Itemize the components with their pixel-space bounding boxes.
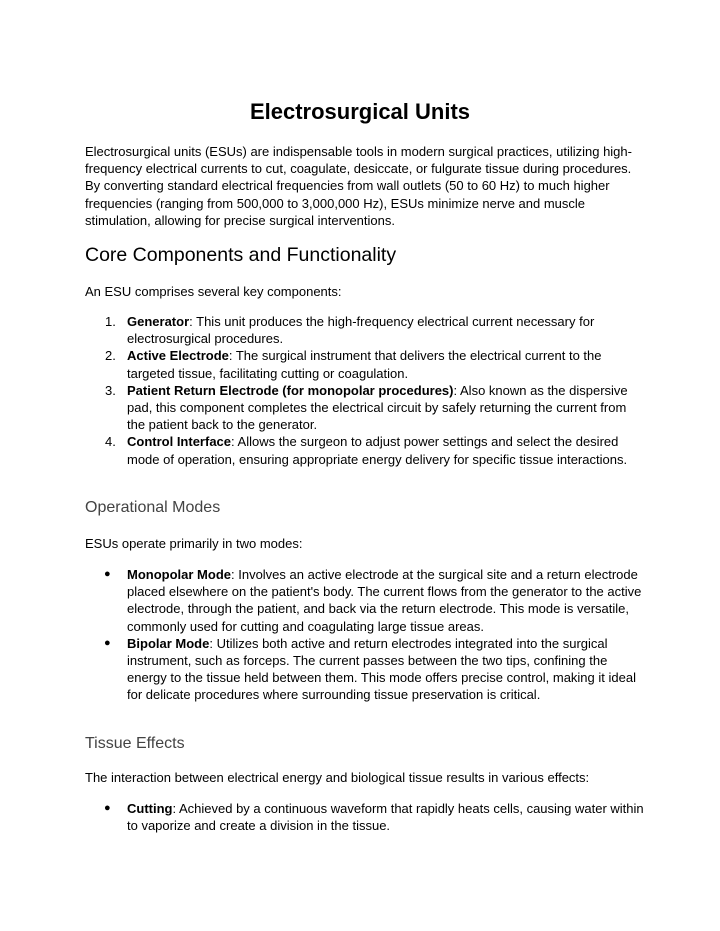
list-number: 3. [105,382,116,398]
list-text: : The surgical instrument that delivers the electrical current to the targeted tissue, facilitating cutting or coagulation. [127,348,602,381]
modes-lead: ESUs operate primarily in two modes: [85,536,303,551]
list-text: : Achieved by a continuous waveform that rapidly heats cells, causing water within to vaporize and create a division in the tissue. [127,801,644,834]
list-text: : Involves an active electrode at the surgical site and a return electrode placed elsewhere on the patient's body. The current flows from the generator to the active electrode, through the patient, and back via the return electrode. This mode is versatile, commonly used for cutting and coagulating large tissue areas. [127,567,642,634]
list-item [85,433,645,467]
core-heading: Core Components and Functionality [85,244,397,266]
list-item [85,382,645,434]
bullet-icon: ● [104,568,111,580]
list-term: Patient Return Electrode (for monopolar procedures) [127,382,454,398]
list-text: : This unit produces the high-frequency electrical current necessary for electrosurgical procedures. [127,314,595,347]
list-number: 1. [105,314,116,329]
list-item [85,313,645,347]
list-number: 4. [105,434,116,450]
modes-heading: Operational Modes [85,499,221,516]
list-text: : Also known as the dispersive pad, this component completes the electrical circuit by safely returning the current from the patient back to the generator. [127,382,628,433]
effects-heading: Tissue Effects [85,735,185,752]
list-term: Generator [127,314,190,329]
list-item [85,635,645,704]
list-term: Control Interface [127,434,232,450]
list-item [85,347,645,381]
list-item [85,566,645,635]
list-term: Active Electrode [127,348,229,364]
bullet-icon: ● [104,636,111,649]
bullet-icon: ● [104,802,111,814]
list-term: Bipolar Mode [127,635,210,651]
document-title: Electrosurgical Units [249,99,471,124]
list-term: Monopolar Mode [127,567,231,582]
core-lead: An ESU comprises several key components: [85,284,342,299]
modes-list [85,566,645,704]
intro-paragraph: Electrosurgical units (ESUs) are indispensable tools in modern surgical practices, utilizing high-frequency electrical currents to cut, coagulate, desiccate, or fulgurate tissue during procedures. By converting standard electrical frequencies from wall outlets (50 to 60 Hz) to much higher frequencies (ranging from 500,000 to 3,000,000 Hz), ESUs minimize nerve and muscle stimulation, allowing for precise surgical interventions. [85,144,632,228]
list-number: 2. [105,348,116,364]
effects-list [85,800,645,834]
list-item [85,800,645,834]
effects-lead: The interaction between electrical energy and biological tissue results in various effects: [85,770,590,785]
list-text: : Allows the surgeon to adjust power settings and select the desired mode of operation, ensuring appropriate energy delivery for specific tissue interactions. [127,434,628,467]
core-components-list [85,313,645,468]
list-term: Cutting [127,801,173,816]
list-text: : Utilizes both active and return electrodes integrated into the surgical instrument, such as forceps. The current passes between the two tips, confining the energy to the tissue held between them. This mode offers precise control, making it ideal for delicate procedures where surrounding tissue preservation is critical. [127,635,636,703]
